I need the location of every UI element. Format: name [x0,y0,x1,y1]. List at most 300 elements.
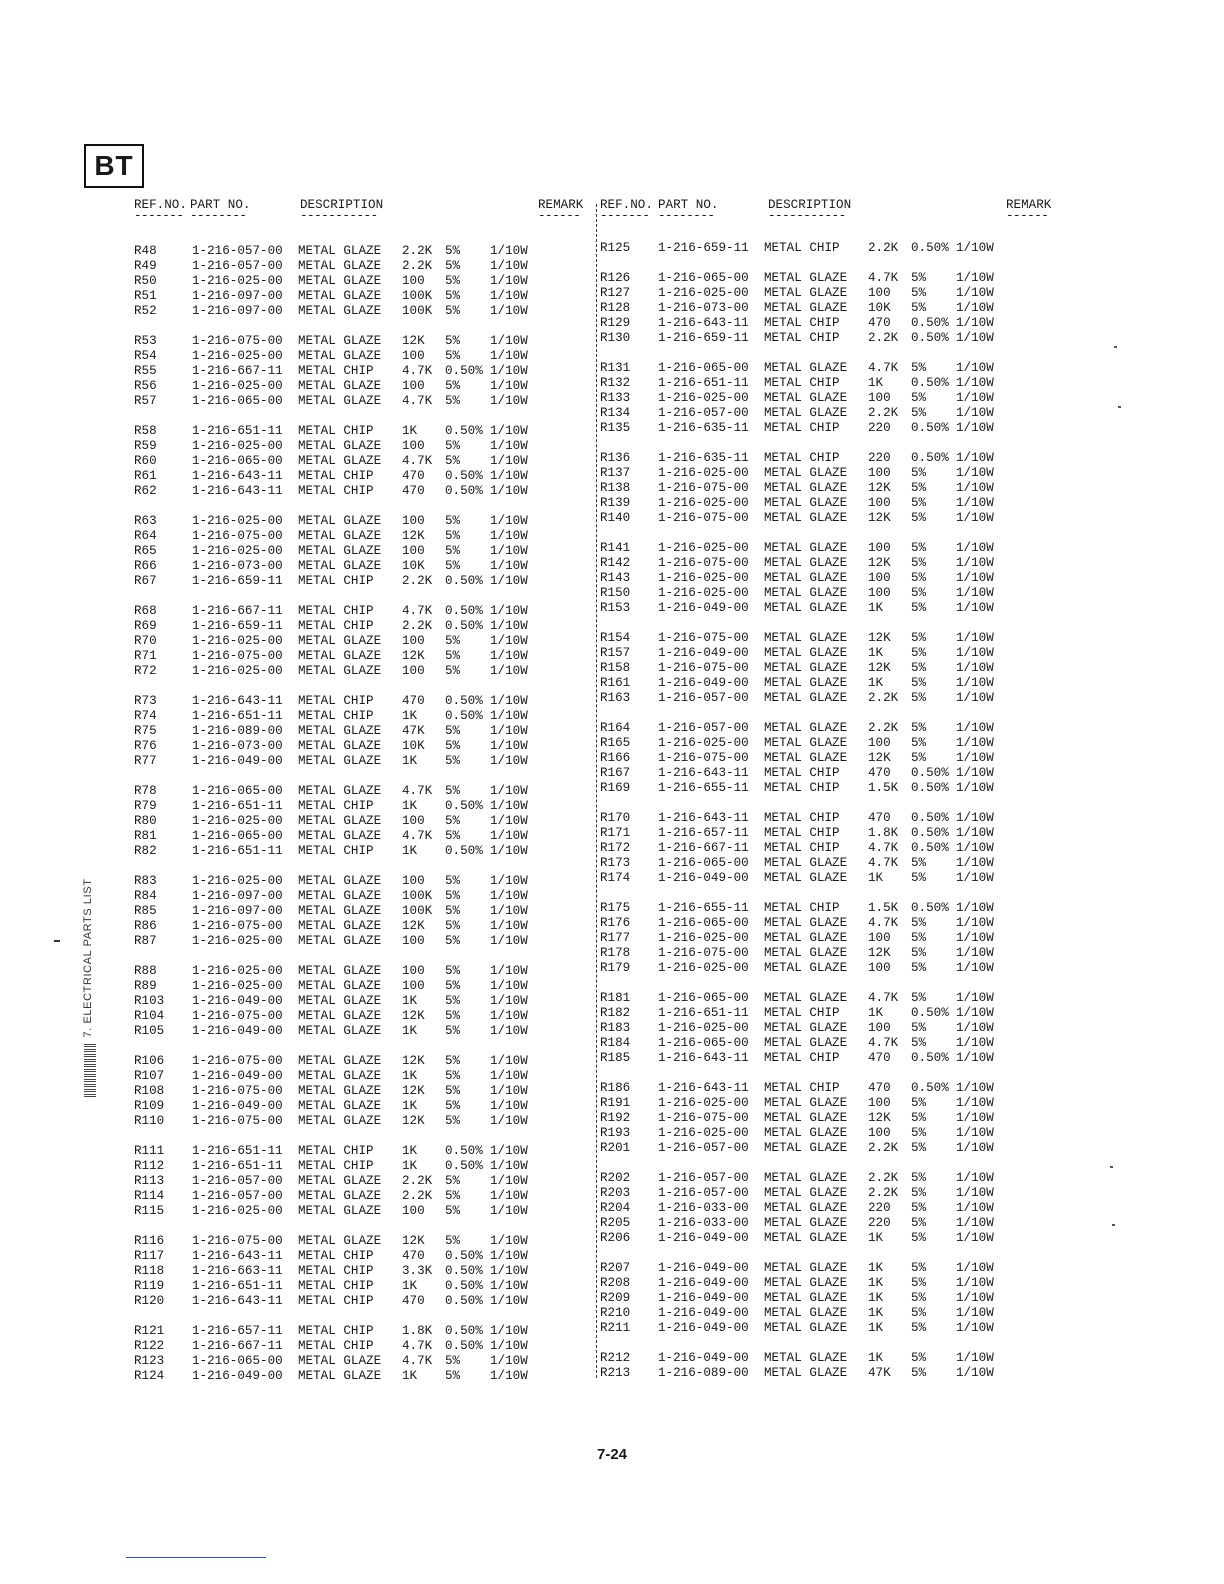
ref-no-cell: R137 [600,466,631,480]
value-cell: 4.7K [868,361,899,375]
value-cell: 1K [868,1291,884,1305]
description-cell: METAL GLAZE [298,1054,382,1068]
ref-no-cell: R113 [134,1174,165,1188]
description-cell: METAL CHIP [298,574,374,588]
header-remark: REMARK [1006,198,1052,212]
rating-cell: 1/10W [490,1354,528,1368]
rating-cell: 1/10W [490,694,528,708]
tolerance-cell: 5% [911,586,927,600]
tolerance-cell: 5% [445,454,461,468]
tolerance-cell: 5% [911,1021,927,1035]
tolerance-cell: 5% [445,349,461,363]
tolerance-cell: 5% [445,1054,461,1068]
description-cell: METAL GLAZE [764,736,848,750]
tolerance-cell: 5% [445,1099,461,1113]
part-no-cell: 1-216-057-00 [658,406,749,420]
description-cell: METAL GLAZE [764,1351,848,1365]
value-cell: 2.2K [868,331,899,345]
tolerance-cell: 5% [445,784,461,798]
tolerance-cell: 5% [445,724,461,738]
ref-no-cell: R85 [134,904,157,918]
description-cell: METAL GLAZE [764,1141,848,1155]
description-cell: METAL CHIP [764,766,840,780]
ref-no-cell: R72 [134,664,157,678]
description-cell: METAL GLAZE [298,784,382,798]
value-cell: 100 [402,634,425,648]
ref-no-cell: R56 [134,379,157,393]
description-cell: METAL GLAZE [764,541,848,555]
table-row [134,964,550,979]
tolerance-cell: 0.50% [445,484,483,498]
parts-list-left [134,244,550,1399]
description-cell: METAL GLAZE [298,349,382,363]
table-row [134,304,550,319]
table-row [600,556,1016,571]
rating-cell: 1/10W [490,829,528,843]
rating-cell: 1/10W [956,871,994,885]
table-row [600,766,1016,781]
value-cell: 100 [868,736,891,750]
ref-no-cell: R177 [600,931,631,945]
part-no-cell: 1-216-655-11 [658,901,749,915]
description-cell: METAL GLAZE [764,1186,848,1200]
ref-no-cell: R50 [134,274,157,288]
barcode-icon [84,1044,96,1098]
table-row [600,676,1016,691]
part-no-cell: 1-216-651-11 [192,424,283,438]
tolerance-cell: 0.50% [445,364,483,378]
description-cell: METAL GLAZE [298,1174,382,1188]
row-group [134,1324,550,1384]
value-cell: 2.2K [402,1189,433,1203]
tolerance-cell: 5% [445,1024,461,1038]
table-row [134,394,550,409]
part-no-cell: 1-216-651-11 [658,376,749,390]
tolerance-cell: 5% [445,274,461,288]
value-cell: 1K [402,1024,418,1038]
value-cell: 1K [402,1369,418,1383]
ref-no-cell: R122 [134,1339,165,1353]
table-row [134,439,550,454]
table-row [134,1054,550,1069]
ref-no-cell: R54 [134,349,157,363]
table-row [134,694,550,709]
table-row [600,736,1016,751]
part-no-cell: 1-216-643-11 [192,469,283,483]
description-cell: METAL CHIP [764,901,840,915]
value-cell: 1K [868,1321,884,1335]
rating-cell: 1/10W [956,1126,994,1140]
part-no-cell: 1-216-025-00 [192,1204,283,1218]
description-cell: METAL GLAZE [764,946,848,960]
value-cell: 470 [868,1051,891,1065]
description-cell: METAL GLAZE [298,919,382,933]
rating-cell: 1/10W [490,1114,528,1128]
ref-no-cell: R202 [600,1171,631,1185]
table-row [600,391,1016,406]
rating-cell: 1/10W [956,1111,994,1125]
tolerance-cell: 5% [911,736,927,750]
description-cell: METAL CHIP [298,1339,374,1353]
description-cell: METAL GLAZE [298,1234,382,1248]
value-cell: 4.7K [402,394,433,408]
description-cell: METAL GLAZE [298,244,382,258]
table-row [600,1036,1016,1051]
description-cell: METAL GLAZE [298,1024,382,1038]
part-no-cell: 1-216-025-00 [192,544,283,558]
table-row [134,364,550,379]
part-no-cell: 1-216-655-11 [658,781,749,795]
tolerance-cell: 0.50% [911,826,949,840]
rating-cell: 1/10W [490,514,528,528]
table-row [600,1096,1016,1111]
part-no-cell: 1-216-025-00 [192,964,283,978]
description-cell: METAL GLAZE [764,301,848,315]
part-no-cell: 1-216-651-11 [658,1006,749,1020]
table-row [134,259,550,274]
tolerance-cell: 5% [445,1354,461,1368]
tolerance-cell: 5% [445,919,461,933]
value-cell: 2.2K [402,574,433,588]
part-no-cell: 1-216-663-11 [192,1264,283,1278]
tolerance-cell: 0.50% [445,1144,483,1158]
value-cell: 2.2K [868,1186,899,1200]
tolerance-cell: 5% [911,631,927,645]
table-row [600,301,1016,316]
description-cell: METAL GLAZE [298,934,382,948]
value-cell: 4.7K [868,1036,899,1050]
value-cell: 100 [868,961,891,975]
description-cell: METAL CHIP [298,1279,374,1293]
value-cell: 1K [868,1306,884,1320]
rating-cell: 1/10W [490,724,528,738]
ref-no-cell: R170 [600,811,631,825]
table-row [600,661,1016,676]
table-row [134,664,550,679]
ref-no-cell: R205 [600,1216,631,1230]
row-group [134,1144,550,1219]
part-no-cell: 1-216-659-11 [658,241,749,255]
value-cell: 1K [868,1351,884,1365]
description-cell: METAL CHIP [298,604,374,618]
rating-cell: 1/10W [490,424,528,438]
row-group [600,241,1016,256]
table-row [600,811,1016,826]
rating-cell: 1/10W [490,799,528,813]
rating-cell: 1/10W [956,646,994,660]
tolerance-cell: 0.50% [445,1249,483,1263]
table-row [600,541,1016,556]
ref-no-cell: R206 [600,1231,631,1245]
rating-cell: 1/10W [490,874,528,888]
part-no-cell: 1-216-057-00 [192,244,283,258]
value-cell: 1K [402,754,418,768]
tolerance-cell: 0.50% [911,1051,949,1065]
rating-cell: 1/10W [490,1294,528,1308]
column-divider [596,204,597,1378]
table-row [600,1366,1016,1381]
part-no-cell: 1-216-075-00 [192,334,283,348]
value-cell: 12K [402,1054,425,1068]
table-row [600,1126,1016,1141]
rating-cell: 1/10W [490,649,528,663]
rating-cell: 1/10W [490,469,528,483]
rating-cell: 1/10W [490,559,528,573]
description-cell: METAL GLAZE [764,691,848,705]
ref-no-cell: R60 [134,454,157,468]
rating-cell: 1/10W [956,691,994,705]
rating-cell: 1/10W [490,1369,528,1383]
value-cell: 4.7K [868,271,899,285]
table-row [134,1339,550,1354]
part-no-cell: 1-216-075-00 [658,751,749,765]
tolerance-cell: 5% [445,1009,461,1023]
ref-no-cell: R67 [134,574,157,588]
table-row [600,601,1016,616]
tolerance-cell: 0.50% [445,1159,483,1173]
table-row [600,1141,1016,1156]
description-cell: METAL GLAZE [764,1096,848,1110]
tolerance-cell: 5% [911,1366,927,1380]
ref-no-cell: R211 [600,1321,631,1335]
scan-speck [1114,346,1117,348]
tolerance-cell: 5% [911,721,927,735]
table-row [600,481,1016,496]
ref-no-cell: R166 [600,751,631,765]
rating-cell: 1/10W [490,1069,528,1083]
value-cell: 2.2K [402,244,433,258]
rating-cell: 1/10W [956,421,994,435]
table-row [134,829,550,844]
table-row [600,406,1016,421]
tolerance-cell: 5% [911,511,927,525]
table-row [134,1249,550,1264]
table-row [134,994,550,1009]
value-cell: 2.2K [868,691,899,705]
value-cell: 12K [868,946,891,960]
description-cell: METAL GLAZE [298,904,382,918]
description-cell: METAL GLAZE [764,646,848,660]
description-cell: METAL CHIP [764,1051,840,1065]
part-no-cell: 1-216-025-00 [658,391,749,405]
description-cell: METAL GLAZE [764,1291,848,1305]
part-no-cell: 1-216-025-00 [192,874,283,888]
value-cell: 47K [402,724,425,738]
rating-cell: 1/10W [490,544,528,558]
tolerance-cell: 0.50% [445,799,483,813]
rating-cell: 1/10W [956,1351,994,1365]
value-cell: 100 [868,541,891,555]
ref-no-cell: R212 [600,1351,631,1365]
part-no-cell: 1-216-075-00 [192,1234,283,1248]
ref-no-cell: R48 [134,244,157,258]
value-cell: 100 [402,544,425,558]
rating-cell: 1/10W [490,1024,528,1038]
table-row [134,799,550,814]
part-no-cell: 1-216-049-00 [658,676,749,690]
header-rule: ------- [134,209,184,223]
value-cell: 470 [402,469,425,483]
ref-no-cell: R169 [600,781,631,795]
rating-cell: 1/10W [490,1339,528,1353]
value-cell: 100 [402,514,425,528]
part-no-cell: 1-216-025-00 [658,586,749,600]
table-row [600,916,1016,931]
ref-no-cell: R49 [134,259,157,273]
table-row [134,1354,550,1369]
part-no-cell: 1-216-065-00 [658,916,749,930]
rating-cell: 1/10W [490,844,528,858]
part-no-cell: 1-216-057-00 [658,1141,749,1155]
description-cell: METAL GLAZE [298,259,382,273]
part-no-cell: 1-216-025-00 [192,664,283,678]
table-row [134,574,550,589]
rating-cell: 1/10W [490,994,528,1008]
ref-no-cell: R57 [134,394,157,408]
part-no-cell: 1-216-651-11 [192,709,283,723]
table-row [134,604,550,619]
description-cell: METAL GLAZE [298,664,382,678]
ref-no-cell: R103 [134,994,165,1008]
rating-cell: 1/10W [956,496,994,510]
value-cell: 220 [868,1201,891,1215]
header-part-no: PART NO. [658,198,719,212]
part-no-cell: 1-216-057-00 [658,691,749,705]
rating-cell: 1/10W [490,934,528,948]
table-row [600,1006,1016,1021]
tolerance-cell: 5% [911,1276,927,1290]
part-no-cell: 1-216-065-00 [192,1354,283,1368]
header-ref-no: REF.NO. [134,198,187,212]
parts-column-left [134,198,594,1398]
description-cell: METAL CHIP [298,1144,374,1158]
ref-no-cell: R142 [600,556,631,570]
tolerance-cell: 5% [445,874,461,888]
part-no-cell: 1-216-065-00 [658,1036,749,1050]
value-cell: 1K [868,1276,884,1290]
part-no-cell: 1-216-049-00 [658,1231,749,1245]
ref-no-cell: R106 [134,1054,165,1068]
ref-no-cell: R163 [600,691,631,705]
ref-no-cell: R191 [600,1096,631,1110]
part-no-cell: 1-216-667-11 [192,604,283,618]
tolerance-cell: 5% [445,1369,461,1383]
rating-cell: 1/10W [490,1084,528,1098]
rating-cell: 1/10W [956,1141,994,1155]
tolerance-cell: 5% [445,544,461,558]
ref-no-cell: R210 [600,1306,631,1320]
description-cell: METAL GLAZE [764,1036,848,1050]
table-row [600,571,1016,586]
ref-no-cell: R140 [600,511,631,525]
part-no-cell: 1-216-057-00 [658,721,749,735]
description-cell: METAL CHIP [298,619,374,633]
rating-cell: 1/10W [490,1159,528,1173]
rating-cell: 1/10W [490,1204,528,1218]
row-group [600,721,1016,796]
row-group [600,271,1016,346]
value-cell: 1K [868,1006,884,1020]
tolerance-cell: 5% [911,541,927,555]
part-no-cell: 1-216-049-00 [192,754,283,768]
tolerance-cell: 5% [911,1291,927,1305]
part-no-cell: 1-216-025-00 [658,736,749,750]
tolerance-cell: 5% [911,946,927,960]
header-rule: ----------- [768,209,846,223]
part-no-cell: 1-216-049-00 [192,994,283,1008]
value-cell: 4.7K [402,1339,433,1353]
value-cell: 1K [868,646,884,660]
table-row [600,376,1016,391]
value-cell: 100 [868,1126,891,1140]
rating-cell: 1/10W [490,304,528,318]
rating-cell: 1/10W [956,1366,994,1380]
description-cell: METAL GLAZE [298,379,382,393]
description-cell: METAL GLAZE [298,634,382,648]
description-cell: METAL GLAZE [298,1369,382,1383]
tolerance-cell: 5% [911,391,927,405]
rating-cell: 1/10W [956,901,994,915]
part-no-cell: 1-216-025-00 [658,1021,749,1035]
part-no-cell: 1-216-049-00 [192,1099,283,1113]
description-cell: METAL GLAZE [298,334,382,348]
part-no-cell: 1-216-025-00 [658,571,749,585]
table-row [600,466,1016,481]
value-cell: 100 [868,1021,891,1035]
rating-cell: 1/10W [490,1279,528,1293]
ref-no-cell: R201 [600,1141,631,1155]
value-cell: 100 [868,571,891,585]
description-cell: METAL CHIP [764,781,840,795]
description-cell: METAL GLAZE [764,631,848,645]
scan-speck [1110,1166,1113,1168]
value-cell: 100K [402,289,433,303]
table-row [134,484,550,499]
rating-cell: 1/10W [956,601,994,615]
header-part-no: PART NO. [190,198,251,212]
part-no-cell: 1-216-643-11 [658,316,749,330]
value-cell: 3.3K [402,1264,433,1278]
rating-cell: 1/10W [490,619,528,633]
rating-cell: 1/10W [956,751,994,765]
table-row [600,631,1016,646]
tolerance-cell: 5% [911,646,927,660]
part-no-cell: 1-216-097-00 [192,904,283,918]
header-rule: ------ [538,209,581,223]
table-row [600,511,1016,526]
value-cell: 470 [402,1249,425,1263]
ref-no-cell: R75 [134,724,157,738]
description-cell: METAL GLAZE [298,754,382,768]
part-no-cell: 1-216-075-00 [192,529,283,543]
part-no-cell: 1-216-643-11 [658,811,749,825]
ref-no-cell: R108 [134,1084,165,1098]
tolerance-cell: 5% [911,1216,927,1230]
value-cell: 470 [402,1294,425,1308]
value-cell: 4.7K [402,454,433,468]
tolerance-cell: 0.50% [445,1279,483,1293]
ref-no-cell: R73 [134,694,157,708]
ref-no-cell: R158 [600,661,631,675]
part-no-cell: 1-216-065-00 [192,394,283,408]
tolerance-cell: 5% [445,304,461,318]
part-no-cell: 1-216-065-00 [192,784,283,798]
rating-cell: 1/10W [956,676,994,690]
table-row [600,691,1016,706]
value-cell: 470 [868,811,891,825]
value-cell: 47K [868,1366,891,1380]
part-no-cell: 1-216-033-00 [658,1216,749,1230]
